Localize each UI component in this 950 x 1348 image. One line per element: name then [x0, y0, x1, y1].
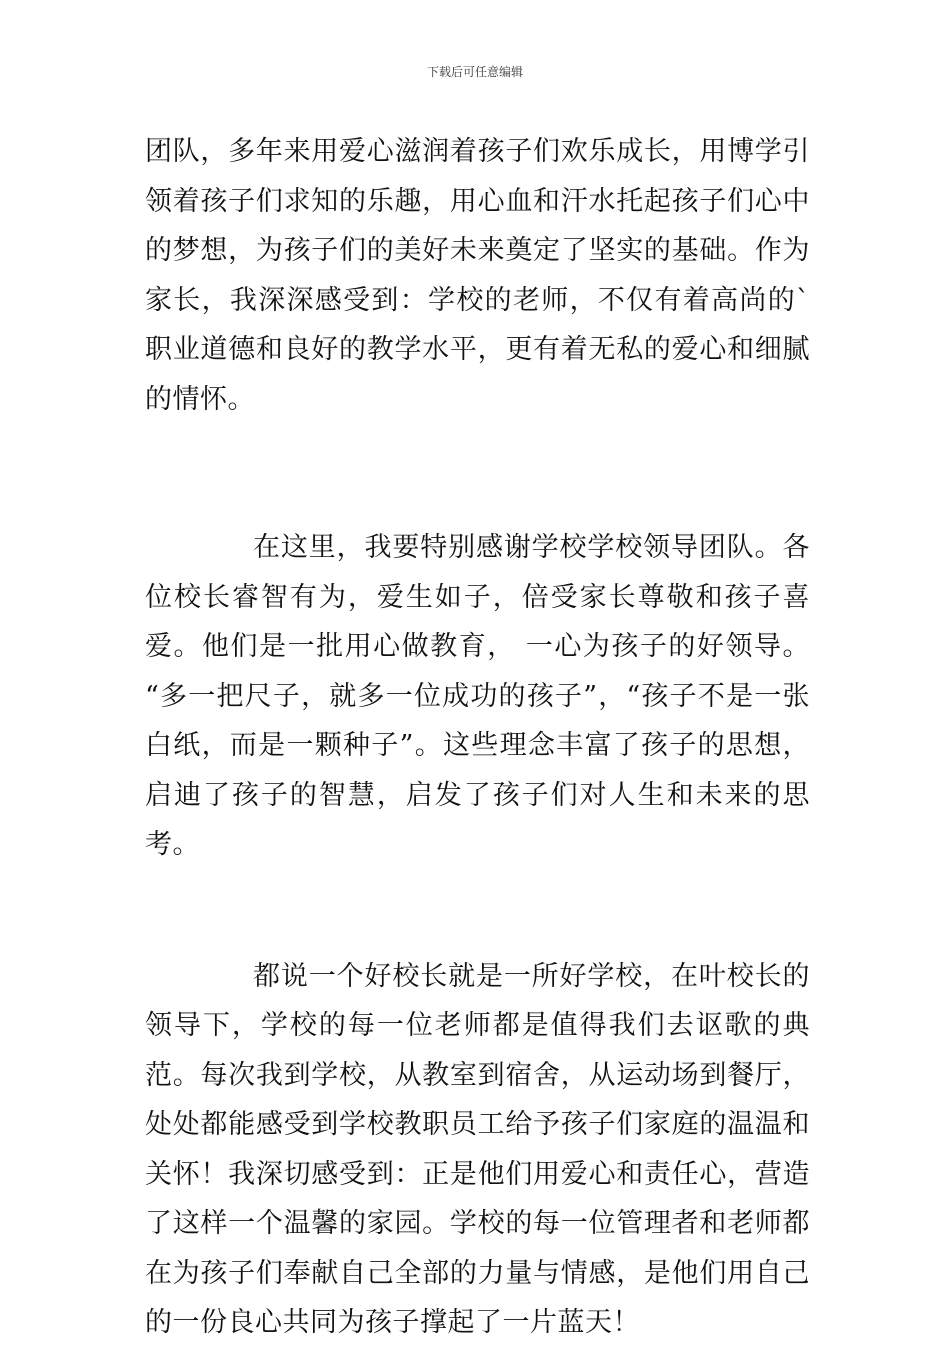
- paragraph-3: 都说一个好校长就是一所好学校，在叶校长的领导下，学校的每一位老师都是值得我们去讴歌的典范。每次我到学校，从教室到宿舍，从运动场到餐厅，处处都能感受到学校教职员工给予孩子们家庭的温温和关怀！我深切感受到：正是他们用爱心和责任心，营造了这样一个温馨的家园。学校的每一位管理者和老师都在为孩子们奉献自己全部的力量与情感，是他们用自己的一份良心共同为孩子撑起了一片蓝天！: [145, 960, 810, 1338]
- page-header: 下载后可任意编辑: [426, 65, 523, 79]
- paragraph-1: 团队，多年来用爱心滋润着孩子们欢乐成长，用博学引领着孩子们求知的乐趣，用心血和汗水托起孩子们心中的梦想，为孩子们的美好未来奠定了坚实的基础。作为家长，我深深感受到：学校的老师，不仅有着高尚的`职业道德和良好的教学水平，更有着无私的爱心和细腻的情怀。: [145, 136, 810, 415]
- paragraph-2: 在这里，我要特别感谢学校学校领导团队。各位校长睿智有为，爱生如子，倍受家长尊敬和孩子喜爱。他们是一批用心做教育， 一心为孩子的好领导。 “多一把尺子，就多一位成功的孩子”，“孩子不是一张白纸，而是一颗种子”。这些理念丰富了孩子的思想，启迪了孩子的智慧，启发了孩子们对人生和未来的思考。: [145, 532, 810, 860]
- document-body: [145, 127, 810, 1348]
